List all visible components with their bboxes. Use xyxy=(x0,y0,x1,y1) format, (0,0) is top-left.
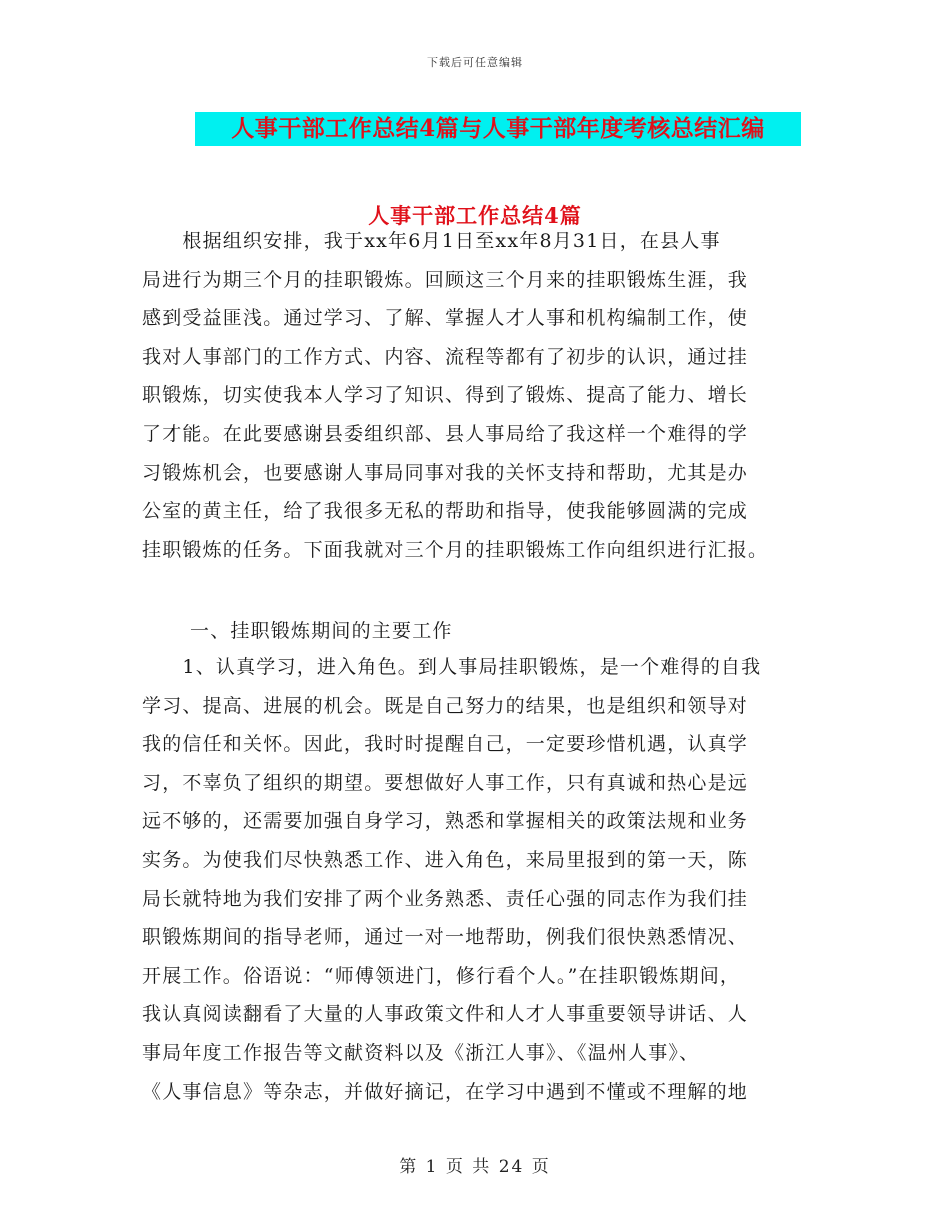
text-line: 局长就特地为我们安排了两个业务熟悉、责任心强的同志作为我们挂 xyxy=(142,887,749,910)
document-subtitle: 人事干部工作总结4篇 xyxy=(368,203,582,228)
text-line: 学习、提高、进展的机会。既是自己努力的结果，也是组织和领导对 xyxy=(142,694,749,717)
document-title: 人事干部工作总结4篇与人事干部年度考核总结汇编 xyxy=(231,115,765,142)
text-line: 职锻炼期间的指导老师，通过一对一地帮助，例我们很快熟悉情况、 xyxy=(142,926,749,949)
text-line: 习锻炼机会，也要感谢人事局同事对我的关怀支持和帮助，尤其是办 xyxy=(142,461,749,484)
page-number: 第 1 页 共 24 页 xyxy=(399,1157,551,1177)
text-line: 1、认真学习，进入角色。到人事局挂职锻炼，是一个难得的自我 xyxy=(142,656,762,678)
text-line: 局进行为期三个月的挂职锻炼。回顾这三个月来的挂职锻炼生涯，我 xyxy=(142,268,749,291)
paragraph-intro xyxy=(142,222,808,569)
text-line: 感到受益匪浅。通过学习、了解、掌握人才人事和机构编制工作，使 xyxy=(142,307,749,330)
text-line: 事局年度工作报告等文献资料以及《浙江人事》、《温州人事》、 xyxy=(142,1041,700,1064)
text-line: 我的信任和关怀。因此，我时时提醒自己，一定要珍惜机遇，认真学 xyxy=(142,733,749,756)
text-line: 《人事信息》等杂志，并做好摘记，在学习中遇到不懂或不理解的地 xyxy=(142,1080,749,1103)
text-line: 了才能。在此要感谢县委组织部、县人事局给了我这样一个难得的学 xyxy=(142,422,749,445)
text-line: 根据组织安排，我于xx年6月1日至xx年8月31日，在县人事 xyxy=(142,230,721,252)
text-line: 开展工作。俗语说：“师傅领进门，修行看个人。”在挂职锻炼期间， xyxy=(142,964,741,987)
text-line: 挂职锻炼的任务。下面我就对三个月的挂职锻炼工作向组织进行汇报。 xyxy=(142,538,769,561)
paragraph-study xyxy=(142,648,808,1111)
text-line: 习，不辜负了组织的期望。要想做好人事工作，只有真诚和热心是远 xyxy=(142,771,749,794)
text-line: 公室的黄主任，给了我很多无私的帮助和指导，使我能够圆满的完成 xyxy=(142,500,749,523)
document-title-highlight xyxy=(195,112,801,146)
text-line: 实务。为使我们尽快熟悉工作、进入角色，来局里报到的第一天，陈 xyxy=(142,848,749,871)
text-line: 我对人事部门的工作方式、内容、流程等都有了初步的认识，通过挂 xyxy=(142,345,749,368)
page-header-note: 下载后可任意编辑 xyxy=(427,56,523,69)
text-line: 职锻炼，切实使我本人学习了知识、得到了锻炼、提高了能力、增长 xyxy=(142,384,749,407)
text-line: 我认真阅读翻看了大量的人事政策文件和人才人事重要领导讲话、人 xyxy=(142,1003,749,1026)
text-line: 远不够的，还需要加强自身学习，熟悉和掌握相关的政策法规和业务 xyxy=(142,810,749,833)
section-heading: 一、挂职锻炼期间的主要工作 xyxy=(190,620,453,642)
